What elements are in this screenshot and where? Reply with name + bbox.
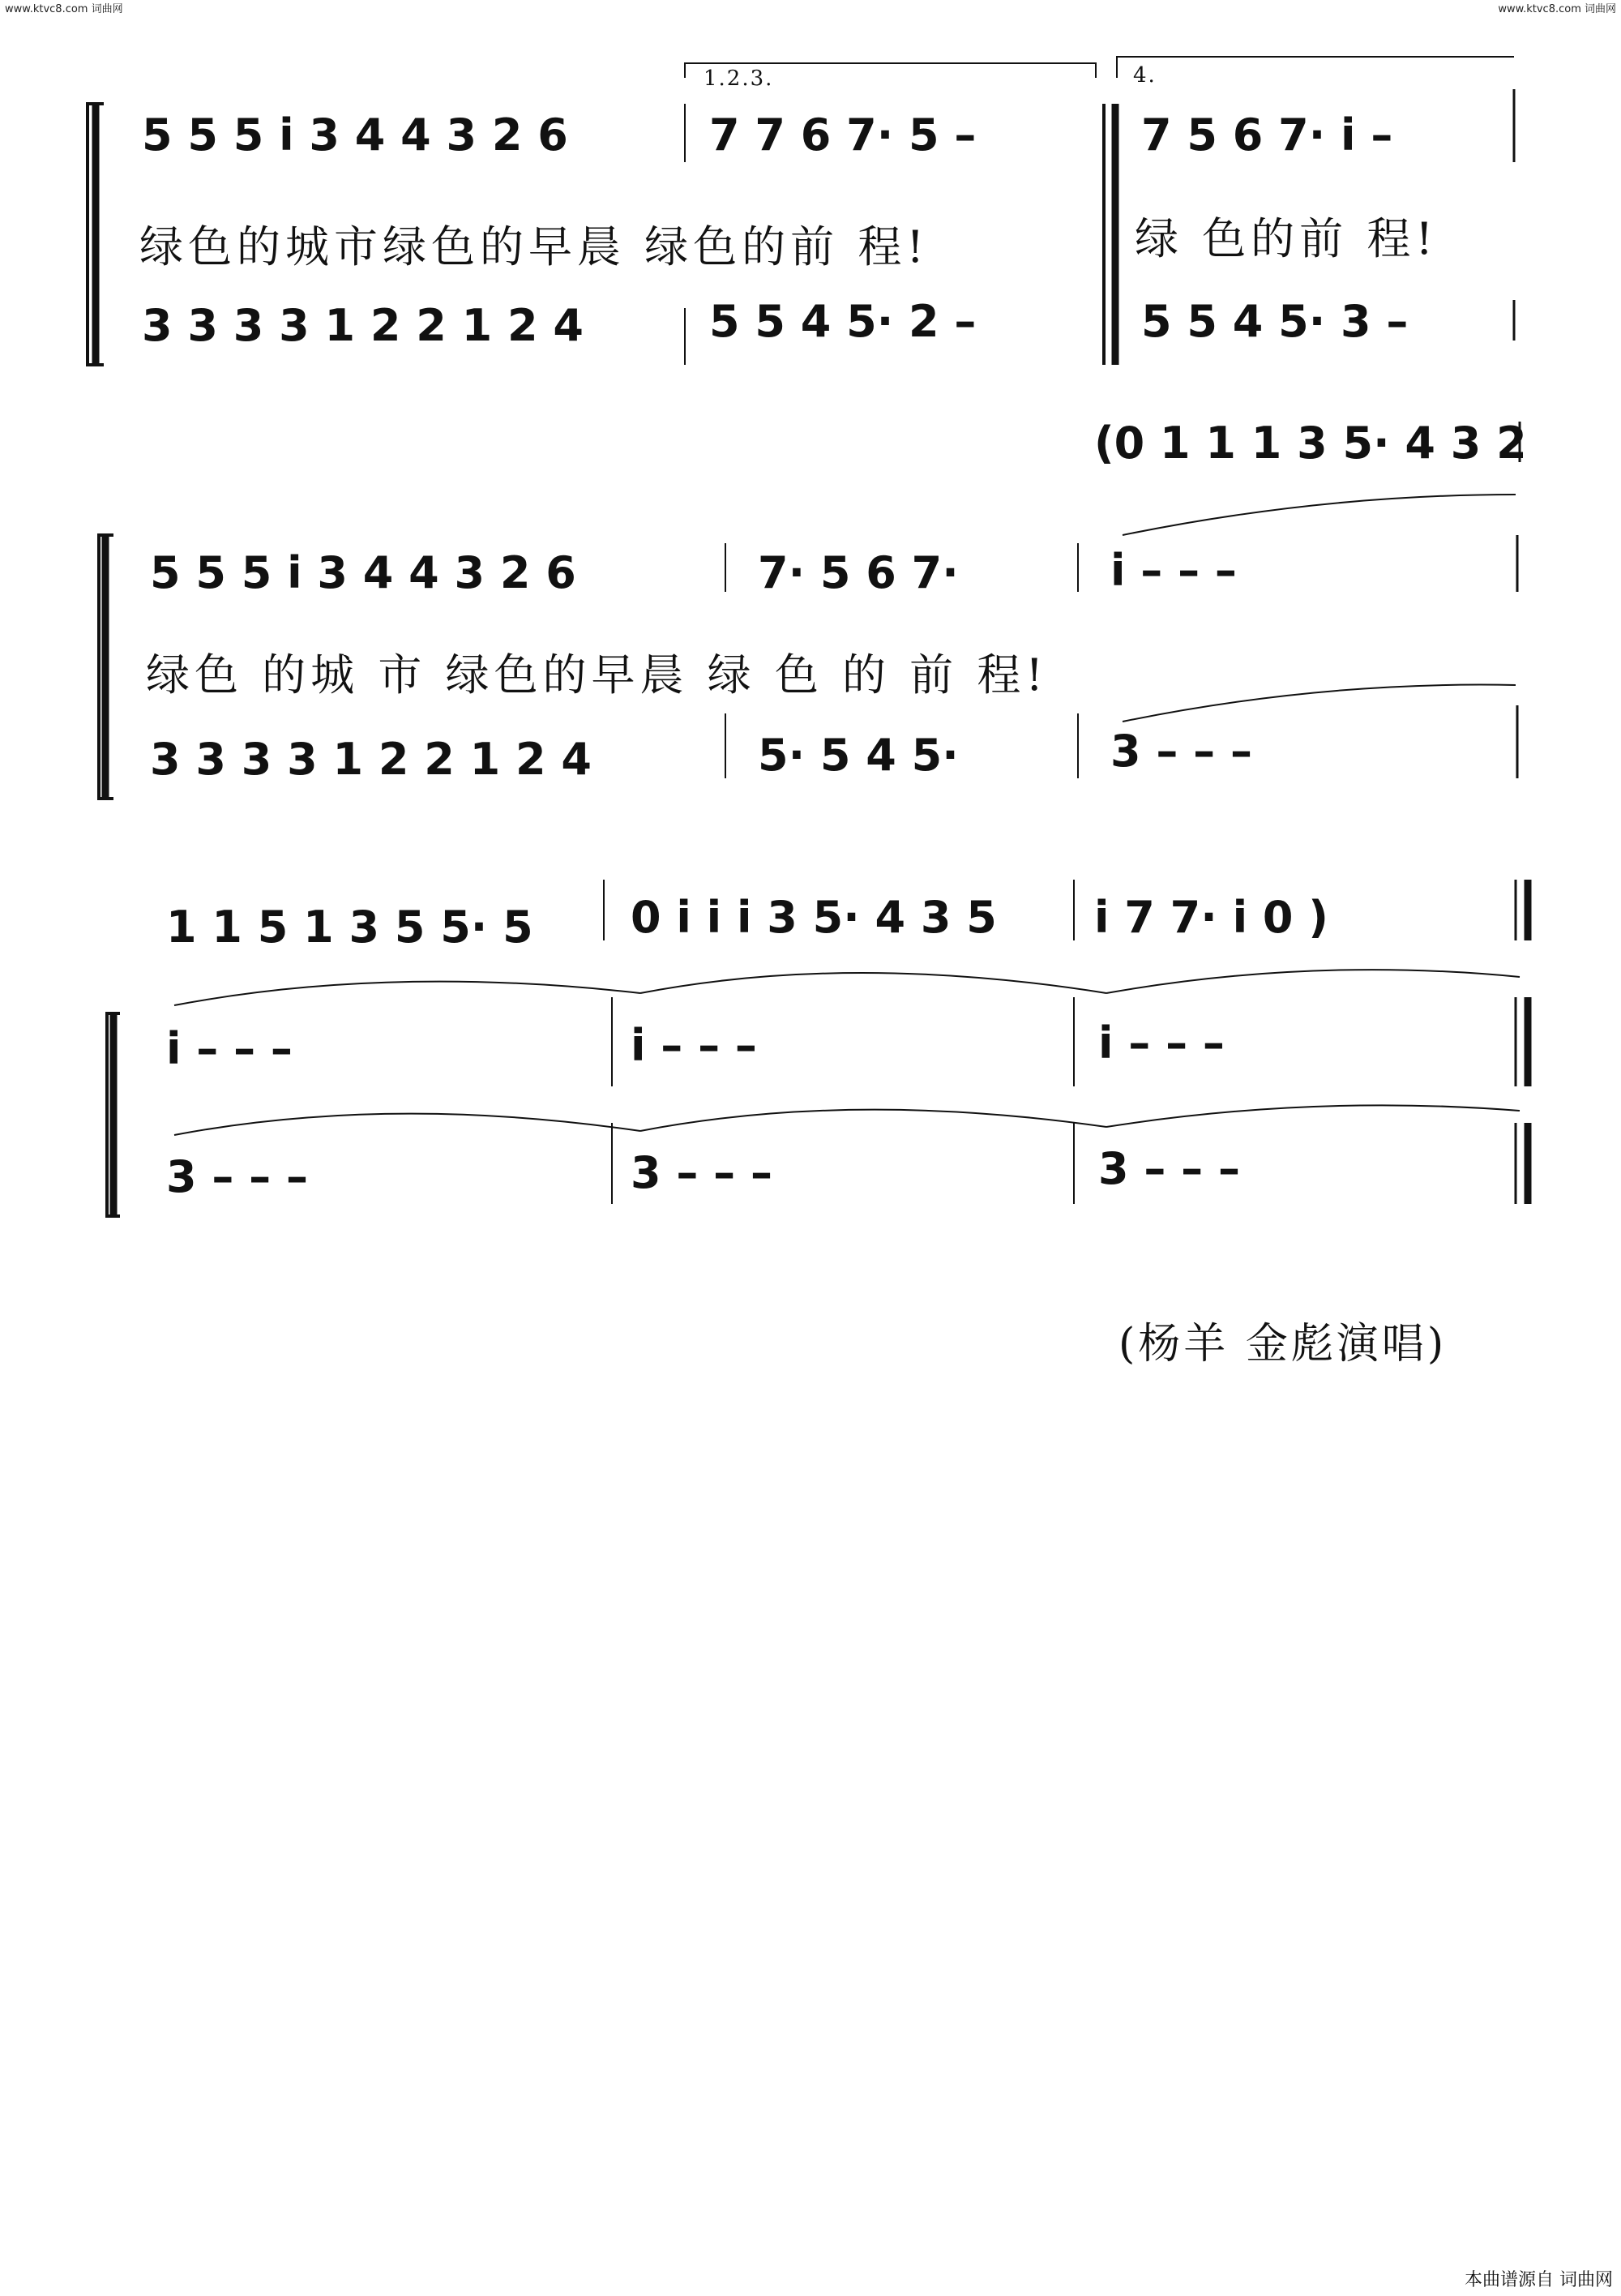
- volta-1-label: 1.2.3.: [704, 66, 774, 91]
- s1-lyrics-b: 绿 色的前 程!: [1135, 213, 1439, 264]
- header-site-right: www.ktvc8.com 词曲网: [1498, 3, 1616, 15]
- s2-intro: (0 1 1 1 3 5· 4 3 2: [1094, 418, 1527, 469]
- s3-instr-m2: 0 i i i 3 5· 4 3 5: [631, 892, 997, 943]
- s3-upper-m2: i – – –: [631, 1020, 757, 1071]
- s1-upper-m2: 7 7 6 7· 5 –: [709, 109, 977, 161]
- s3-instr-m1: 1 1 5 1 3 5 5· 5: [166, 902, 533, 953]
- s1-lower-m1: 3 3 3 3 1 2 2 1 2 4: [142, 300, 584, 351]
- s2-upper-m1: 5 5 5 i 3 4 4 3 2 6: [150, 547, 576, 598]
- s2-upper-m2: 7· 5 6 7·: [758, 547, 959, 598]
- s2-lower-m2: 5· 5 4 5·: [758, 730, 959, 781]
- header-site-left: www.ktvc8.com 词曲网: [5, 3, 123, 15]
- s3-lower-m1: 3 – – –: [166, 1151, 308, 1202]
- s1-lower-m3: 5 5 4 5· 3 –: [1141, 296, 1409, 347]
- s1-lower-m2: 5 5 4 5· 2 –: [709, 296, 977, 347]
- s3-lower-m3: 3 – – –: [1098, 1143, 1240, 1194]
- s2-lower-m1: 3 3 3 3 1 2 2 1 2 4: [150, 734, 592, 785]
- s1-upper-m1: 5 5 5 i 3 4 4 3 2 6: [142, 109, 568, 161]
- s2-lower-m3: 3 – – –: [1110, 726, 1252, 777]
- s2-upper-m3: i – – –: [1110, 545, 1237, 596]
- s3-instr-m3: i 7 7· i 0 ): [1094, 892, 1328, 943]
- s3-upper-m1: i – – –: [166, 1023, 293, 1074]
- footer-source: 本曲谱源自 词曲网: [1465, 2270, 1613, 2290]
- performer-credit: (杨羊 金彪演唱): [1118, 1320, 1448, 1369]
- s2-lyrics: 绿色 的城 市 绿色的早晨 绿 色 的 前 程!: [146, 649, 1049, 700]
- s3-upper-m3: i – – –: [1098, 1017, 1225, 1069]
- s3-lower-m2: 3 – – –: [631, 1147, 772, 1198]
- s1-lyrics-a: 绿色的城市绿色的早晨 绿色的前 程!: [139, 221, 930, 272]
- volta-2-label: 4.: [1133, 63, 1157, 88]
- s1-upper-m3: 7 5 6 7· i –: [1141, 109, 1393, 161]
